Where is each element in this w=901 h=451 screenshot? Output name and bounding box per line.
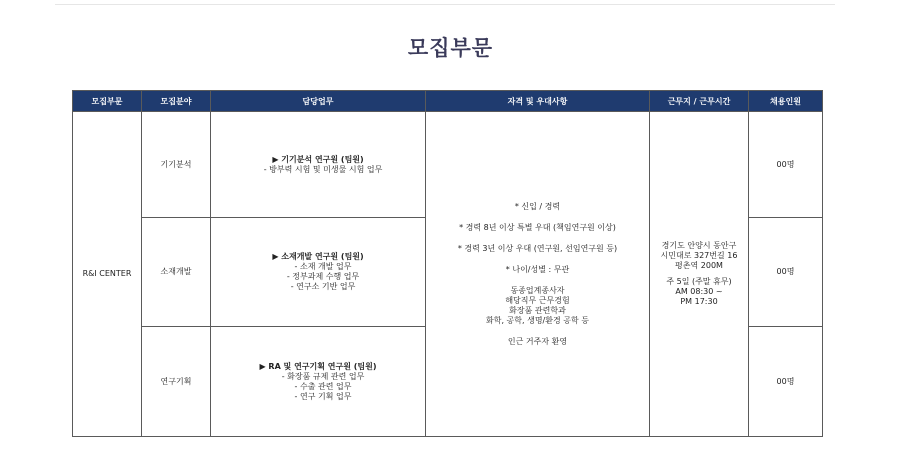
field-cell: 소재개발 — [142, 218, 211, 327]
top-divider — [55, 4, 835, 5]
work-hours-line: PM 17:30 — [680, 297, 718, 306]
table-row — [73, 112, 823, 218]
address-line: 평촌역 200M — [675, 261, 723, 270]
preference-item: 동종업계종사자 — [510, 285, 565, 295]
duty-title: ▶ RA 및 연구기획 연구원 (팀원) — [259, 361, 377, 371]
qualification-item: 인근 거주자 환영 — [507, 336, 568, 346]
header-qualifications: 자격 및 우대사항 — [426, 91, 650, 112]
address-line: 시민대로 327번길 16 — [660, 251, 738, 260]
duty-line: - 화장품 규제 관련 업무 — [281, 371, 365, 381]
preference-item: 해당직무 근무경험 — [505, 295, 570, 305]
qualification-item: * 경력 8년 이상 특별 우대 (책임연구원 이상) — [459, 222, 616, 232]
work-hours-line: AM 08:30 ~ — [675, 287, 723, 296]
duty-cell — [211, 112, 426, 218]
location-cell — [650, 112, 749, 437]
duty-line: - 수출 관련 업무 — [294, 381, 352, 391]
field-cell: 기기분석 — [142, 112, 211, 218]
headcount-cell: 00명 — [749, 327, 823, 437]
qualification-item: * 경력 3년 이상 우대 (연구원, 선임연구원 등) — [457, 243, 618, 253]
qualification-item: * 나이/성별 : 무관 — [505, 264, 570, 274]
qualifications-cell — [426, 112, 650, 437]
duty-line: - 연구소 기반 업무 — [290, 282, 356, 291]
duty-title: ▶ 기기분석 연구원 (팀원) — [272, 154, 364, 164]
page-title: 모집부문 — [407, 36, 494, 60]
department-cell: R&I CENTER — [73, 112, 142, 437]
address-line: 경기도 안양시 동안구 — [661, 241, 737, 250]
duty-line: - 연구 기획 업무 — [294, 391, 352, 401]
duty-line: - 정부과제 수행 업무 — [286, 272, 360, 281]
header-duty: 담당업무 — [211, 91, 426, 112]
header-department: 모집부문 — [73, 91, 142, 112]
duty-title: ▶ 소재개발 연구원 (팀원) — [272, 252, 364, 261]
header-headcount: 채용인원 — [749, 91, 823, 112]
duty-cell — [211, 218, 426, 327]
header-location: 근무지 / 근무시간 — [650, 91, 749, 112]
preference-item: 화학, 공학, 생명/환경 공학 등 — [486, 315, 589, 325]
preference-item: 화장품 관련학과 — [509, 305, 566, 315]
recruit-table — [72, 90, 823, 437]
duty-line: - 소재 개발 업무 — [294, 262, 352, 271]
table-header-row — [73, 91, 823, 112]
duty-line: - 방부력 시험 및 미생물 시험 업무 — [263, 164, 383, 174]
field-cell: 연구기획 — [142, 327, 211, 437]
duty-cell — [211, 327, 426, 437]
headcount-cell: 00명 — [749, 112, 823, 218]
qualification-item: * 신입 / 경력 — [514, 201, 561, 211]
header-field: 모집분야 — [142, 91, 211, 112]
headcount-cell: 00명 — [749, 218, 823, 327]
work-hours-line: 주 5일 (주말 휴무) — [666, 277, 732, 286]
